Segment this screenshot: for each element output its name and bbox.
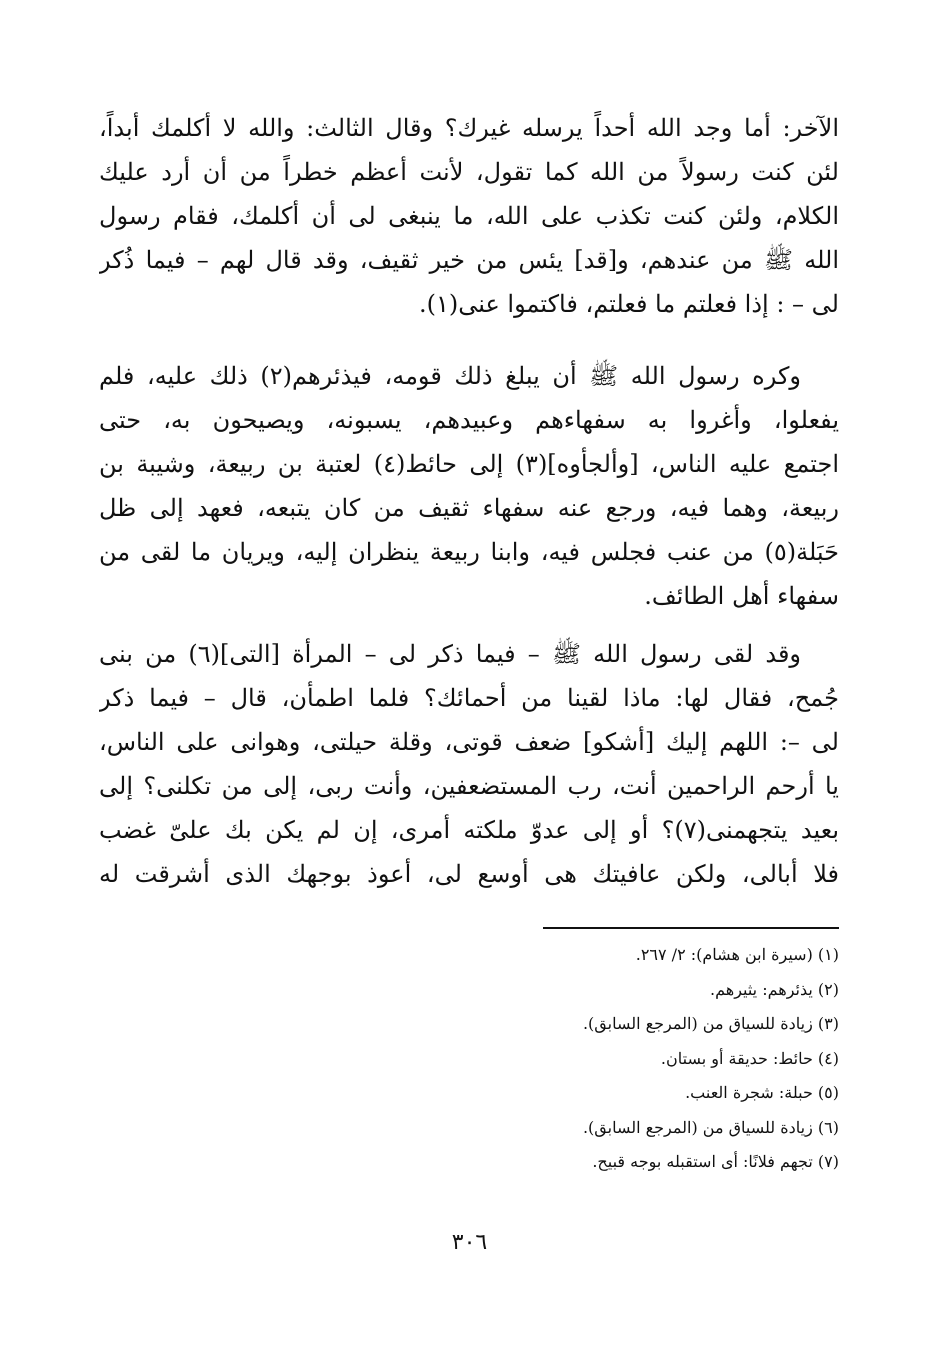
- footnote: (٤) حائط: حديقة أو بستان.: [660, 1048, 839, 1068]
- footnote-separator: [543, 927, 839, 929]
- footnote: (٢) يذئرهم: يثيرهم.: [710, 979, 839, 999]
- footnote: (٣) زيادة للسياق من (المرجع السابق).: [582, 1014, 839, 1033]
- text-line: اجتمع عليه الناس، [وألجأوه](٣) إلى حائط(٤) لعتبة بن ربيعة، وشيبة بن: [99, 450, 839, 478]
- footnote: (١) (سيرة ابن هشام): ٢/ ٢٦٧.: [635, 945, 839, 964]
- footnote: (٥) حبلة: شجرة العنب.: [685, 1083, 839, 1102]
- text-line: ربيعة، وهما فيه، ورجع عنه سفهاء ثقيف من كان يتبعه، فعهد إلى ظل: [99, 494, 839, 522]
- text-line: الكلام، ولئن كنت تكذب على الله، ما ينبغى لى أن أكلمك، فقام رسول: [99, 202, 839, 230]
- paragraph-3: [99, 632, 839, 896]
- text-line: جُمح، فقال لها: ماذا لقينا من أحمائك؟ فلما اطمأن، قال – فيما ذكر: [99, 684, 839, 712]
- text-line: فلا أبالى، ولكن عافيتك هى أوسع لى، أعوذ بوجهك الذى أشرقت له: [99, 860, 839, 888]
- footnote: (٧) تجهم فلانًا: أى استقبله بوجه قبيح.: [592, 1152, 839, 1171]
- text-line: وكره رسول الله ﷺ أن يبلغ ذلك قومه، فيذئرهم(٢) ذلك عليه، فلم: [99, 362, 801, 390]
- text-line: يفعلوا، وأغروا به سفهاءهم وعبيدهم، يسبونه، ويصيحون به، حتى: [99, 406, 839, 434]
- text-line: الآخر: أما وجد الله أحداً يرسله غيرك؟ وقال الثالث: والله لا أكلمك أبداً،: [99, 114, 839, 142]
- text-line: حَبَلة(٥) من عنب فجلس فيه، وابنا ربيعة ينظران إليه، ويريان ما لقى من: [99, 538, 839, 566]
- paragraph-2: [99, 354, 839, 618]
- text-line: الله ﷺ من عندهم، و[قد] يئس من خير ثقيف، وقد قال لهم – فيما ذُكر: [99, 246, 839, 274]
- footnotes: [339, 938, 839, 1180]
- paragraph-1: [99, 106, 839, 326]
- text-line: لى – : إذا فعلتم ما فعلتم، فاكتموا عنى(١).: [418, 290, 839, 318]
- text-line: يا أرحم الراحمين أنت، رب المستضعفين، وأنت ربى، إلى من تكلنى؟ إلى: [99, 772, 839, 800]
- text-line: لئن كنت رسولاً من الله كما تقول، لأنت أعظم خطراً من أن أرد عليك: [99, 158, 839, 186]
- text-line: وقد لقى رسول الله ﷺ – فيما ذكر لى – المرأة [التى](٦) من بنى: [99, 640, 802, 668]
- footnote: (٦) زيادة للسياق من (المرجع السابق).: [582, 1117, 839, 1137]
- text-line: بعيد يتجهمنى(٧)؟ أو إلى عدوّ ملكته أمرى، إن لم يكن بك علىّ غضب: [99, 816, 839, 844]
- text-line: لى –: اللهم إليك [أشكو] ضعف قوتى، وقلة حيلتى، وهوانى على الناس،: [99, 728, 839, 756]
- text-line: سفهاء أهل الطائف.: [644, 582, 839, 610]
- page-number: ٣٠٦: [451, 1230, 488, 1255]
